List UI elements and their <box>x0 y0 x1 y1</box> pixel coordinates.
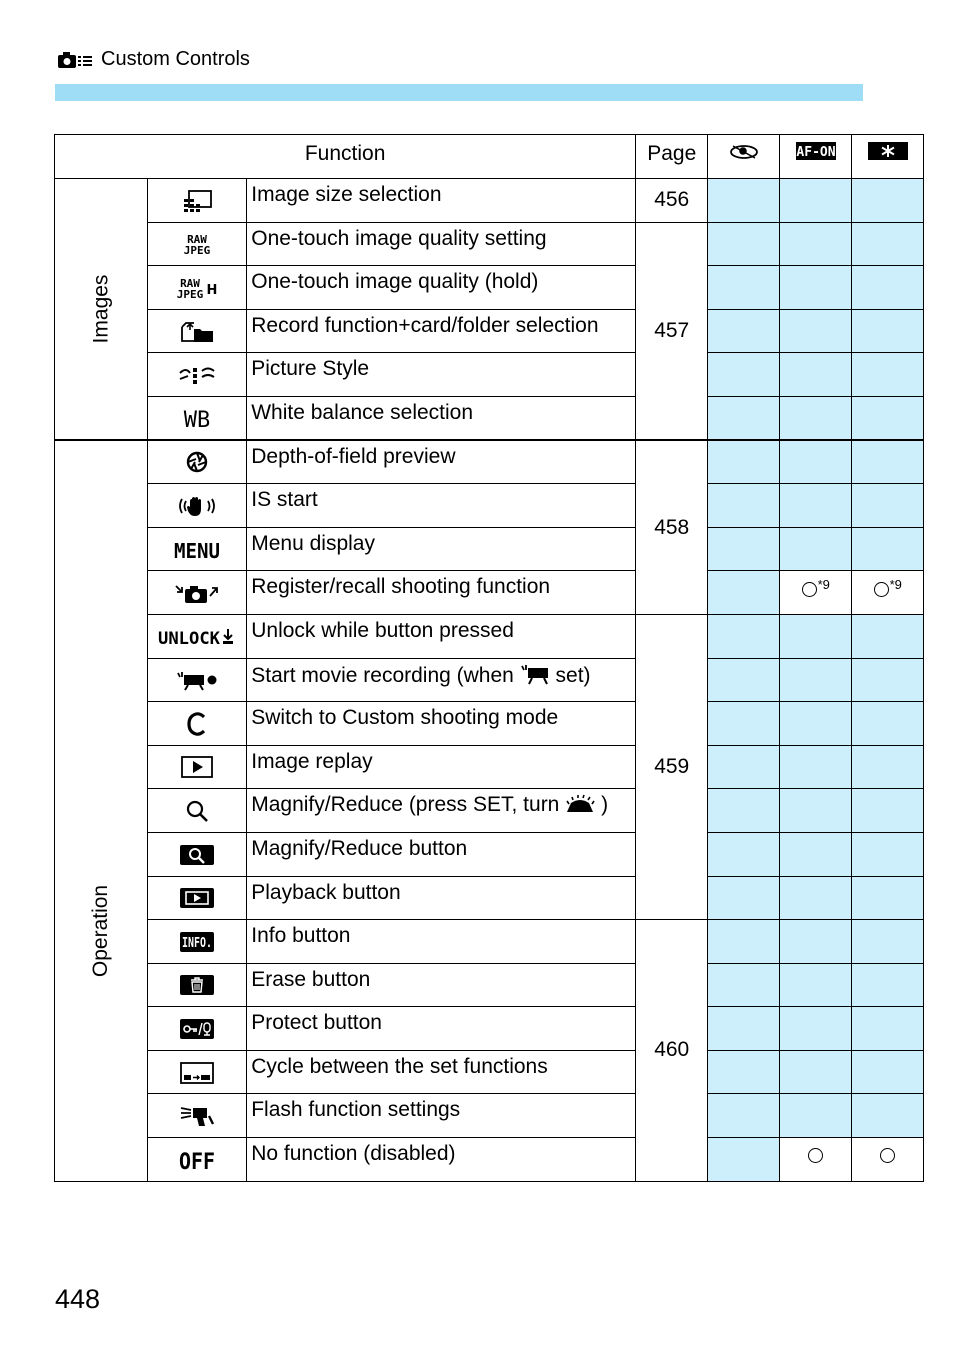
function-label: Info button <box>247 920 636 964</box>
page-header <box>57 48 250 71</box>
function-label: Flash function settings <box>247 1094 636 1138</box>
movie-record-icon <box>176 669 218 691</box>
col3-cell <box>852 527 924 571</box>
row-icon-cell <box>148 876 247 920</box>
table-header-row <box>55 135 924 179</box>
table-row <box>55 440 924 484</box>
col1-cell <box>708 1050 780 1094</box>
off-icon <box>177 1148 217 1175</box>
row-icon-cell <box>148 1050 247 1094</box>
group-images-label: Images <box>89 274 113 344</box>
page-header-cell: Page <box>636 135 708 179</box>
footnote-ref: *9 <box>817 577 830 593</box>
function-label: Unlock while button pressed <box>247 614 636 658</box>
function-label: Image size selection <box>247 179 636 223</box>
table-row <box>55 702 924 746</box>
col1-cell <box>708 920 780 964</box>
table-row <box>55 658 924 702</box>
aperture-icon <box>185 450 209 474</box>
row-icon-cell <box>148 179 247 223</box>
function-label: One-touch image quality (hold) <box>247 266 636 310</box>
col3-cell <box>852 179 924 223</box>
col1-cell <box>708 702 780 746</box>
is-start-icon <box>177 495 217 517</box>
col2-cell <box>780 832 852 876</box>
header-bar <box>55 84 863 101</box>
function-label-post: ) <box>601 793 609 817</box>
col1-header <box>708 135 780 179</box>
svg-text:WB: WB <box>183 408 211 434</box>
row-icon-cell <box>148 1007 247 1051</box>
col1-cell <box>708 963 780 1007</box>
movie-mode-icon <box>520 663 550 685</box>
col3-cell-available <box>852 571 924 615</box>
table-row <box>55 396 924 440</box>
magnify-icon <box>185 799 209 823</box>
table-row <box>55 876 924 920</box>
col2-cell <box>780 222 852 266</box>
table-row <box>55 1138 924 1182</box>
table-row <box>55 353 924 397</box>
info-icon <box>180 932 214 952</box>
table-row <box>55 745 924 789</box>
svg-text:OFF: OFF <box>179 1149 216 1175</box>
row-icon-cell <box>148 1138 247 1182</box>
row-icon-cell <box>148 527 247 571</box>
col3-cell <box>852 920 924 964</box>
row-icon-cell <box>148 1094 247 1138</box>
row-icon-cell <box>148 702 247 746</box>
footnote-ref: *9 <box>889 577 902 593</box>
col1-cell <box>708 1138 780 1182</box>
col3-cell <box>852 832 924 876</box>
unlock-icon <box>158 626 236 648</box>
col2-cell <box>780 396 852 440</box>
custom-controls-table <box>54 134 924 1182</box>
function-header: Function <box>55 135 636 179</box>
col1-cell <box>708 571 780 615</box>
table-row <box>55 266 924 310</box>
function-label: Cycle between the set functions <box>247 1050 636 1094</box>
col3-cell <box>852 745 924 789</box>
magnify-button-icon <box>180 845 214 865</box>
col2-cell <box>780 309 852 353</box>
function-label: Picture Style <box>247 353 636 397</box>
col1-cell <box>708 832 780 876</box>
row-icon-cell <box>148 571 247 615</box>
cycle-icon <box>180 1062 214 1084</box>
col2-cell <box>780 876 852 920</box>
table-row <box>55 309 924 353</box>
table-row <box>55 527 924 571</box>
group-images <box>55 179 148 441</box>
col3-cell <box>852 658 924 702</box>
table-row <box>55 832 924 876</box>
col2-cell <box>780 920 852 964</box>
col2-header <box>780 135 852 179</box>
col1-cell <box>708 353 780 397</box>
col1-cell <box>708 309 780 353</box>
col3-cell <box>852 1007 924 1051</box>
group-operation-label: Operation <box>89 884 113 977</box>
col2-cell-available <box>780 1138 852 1182</box>
table-row <box>55 1050 924 1094</box>
col2-cell <box>780 702 852 746</box>
svg-text:AF-ON: AF-ON <box>796 144 836 160</box>
col1-cell <box>708 266 780 310</box>
row-icon-cell <box>148 396 247 440</box>
function-label: Protect button <box>247 1007 636 1051</box>
table-row <box>55 920 924 964</box>
col1-cell <box>708 222 780 266</box>
flash-settings-icon <box>179 1104 215 1128</box>
svg-text:MENU: MENU <box>174 539 221 564</box>
col2-cell <box>780 658 852 702</box>
col1-cell <box>708 745 780 789</box>
page-number-cell: 458 <box>636 440 708 614</box>
col1-cell <box>708 1007 780 1051</box>
function-label: No function (disabled) <box>247 1138 636 1182</box>
page-number-cell: 457 <box>636 222 708 440</box>
page-number: 448 <box>55 1284 101 1314</box>
col2-cell <box>780 963 852 1007</box>
col2-cell <box>780 440 852 484</box>
row-icon-cell <box>148 789 247 833</box>
function-label: IS start <box>247 484 636 528</box>
raw-jpeg-hold-icon <box>176 276 218 300</box>
page-number-cell: 456 <box>636 179 708 223</box>
col3-cell-available <box>852 1138 924 1182</box>
row-icon-cell <box>148 920 247 964</box>
page-number-cell: 460 <box>636 920 708 1182</box>
col2-cell <box>780 1007 852 1051</box>
col1-cell <box>708 789 780 833</box>
svg-text:RAW: RAW <box>180 276 201 290</box>
col1-cell <box>708 396 780 440</box>
page-number-cell: 459 <box>636 614 708 919</box>
function-label: Magnify/Reduce button <box>247 832 636 876</box>
row-icon-cell <box>148 745 247 789</box>
main-dial-icon <box>565 794 595 814</box>
table-row <box>55 789 924 833</box>
svg-text:JPEG: JPEG <box>176 287 204 301</box>
col1-cell <box>708 179 780 223</box>
col3-header <box>852 135 924 179</box>
function-label: Menu display <box>247 527 636 571</box>
row-icon-cell <box>148 484 247 528</box>
table-row <box>55 179 924 223</box>
row-icon-cell <box>148 353 247 397</box>
header-title: Custom Controls <box>101 48 250 70</box>
col3-cell <box>852 222 924 266</box>
af-on-button-icon <box>796 142 836 160</box>
col3-cell <box>852 702 924 746</box>
row-icon-cell <box>148 614 247 658</box>
register-recall-icon <box>174 582 220 604</box>
row-icon-cell <box>148 222 247 266</box>
raw-jpeg-icon <box>181 232 213 256</box>
col3-cell <box>852 1050 924 1094</box>
function-label-post: set) <box>555 663 591 687</box>
col3-cell <box>852 963 924 1007</box>
function-label: Record function+card/folder selection <box>247 309 636 353</box>
camera-custom-menu-icon <box>57 50 93 70</box>
card-folder-icon <box>180 321 214 343</box>
col2-cell <box>780 789 852 833</box>
col3-cell <box>852 789 924 833</box>
function-label: White balance selection <box>247 396 636 440</box>
col1-cell <box>708 484 780 528</box>
row-icon-cell <box>148 658 247 702</box>
function-label: Switch to Custom shooting mode <box>247 702 636 746</box>
function-label <box>247 658 636 702</box>
protect-icon <box>180 1019 214 1039</box>
ae-lock-button-icon <box>868 142 908 160</box>
svg-text:UNLOCK: UNLOCK <box>158 628 221 649</box>
col2-cell <box>780 179 852 223</box>
svg-text:RAW: RAW <box>187 233 208 247</box>
col1-cell <box>708 876 780 920</box>
available-circle-icon <box>808 1148 823 1163</box>
col3-cell <box>852 876 924 920</box>
col3-cell <box>852 484 924 528</box>
function-label: Register/recall shooting function <box>247 571 636 615</box>
col3-cell <box>852 396 924 440</box>
row-icon-cell <box>148 266 247 310</box>
function-label: One-touch image quality setting <box>247 222 636 266</box>
shutter-half-press-icon <box>729 142 759 160</box>
erase-icon <box>180 975 214 995</box>
playback-button-icon <box>180 888 214 908</box>
table-row <box>55 614 924 658</box>
table-row <box>55 1007 924 1051</box>
image-size-icon <box>182 190 212 212</box>
function-label: Playback button <box>247 876 636 920</box>
table-row <box>55 1094 924 1138</box>
col2-cell <box>780 353 852 397</box>
col2-cell <box>780 745 852 789</box>
col1-cell <box>708 658 780 702</box>
replay-icon <box>181 756 213 778</box>
svg-text:JPEG: JPEG <box>183 244 211 258</box>
col3-cell <box>852 353 924 397</box>
row-icon-cell <box>148 309 247 353</box>
col2-cell <box>780 527 852 571</box>
picture-style-icon <box>178 365 216 385</box>
col3-cell <box>852 440 924 484</box>
col2-cell <box>780 1050 852 1094</box>
table-row <box>55 963 924 1007</box>
function-label-pre: Start movie recording (when <box>251 663 514 687</box>
row-icon-cell <box>148 832 247 876</box>
col3-cell <box>852 266 924 310</box>
col1-cell <box>708 614 780 658</box>
function-label: Erase button <box>247 963 636 1007</box>
function-label-pre: Magnify/Reduce (press SET, turn <box>251 793 560 817</box>
row-icon-cell <box>148 440 247 484</box>
col1-cell <box>708 527 780 571</box>
function-label <box>247 789 636 833</box>
col2-cell <box>780 484 852 528</box>
wb-icon <box>177 406 217 434</box>
custom-mode-icon <box>186 712 208 736</box>
col2-cell-available <box>780 571 852 615</box>
col2-cell <box>780 614 852 658</box>
available-circle-icon <box>874 582 889 597</box>
col2-cell <box>780 1094 852 1138</box>
table-row <box>55 222 924 266</box>
col3-cell <box>852 1094 924 1138</box>
function-label: Image replay <box>247 745 636 789</box>
table-row <box>55 571 924 615</box>
svg-text:INFO.: INFO. <box>182 935 213 951</box>
col3-cell <box>852 614 924 658</box>
table-row <box>55 484 924 528</box>
col3-cell <box>852 309 924 353</box>
col1-cell <box>708 440 780 484</box>
function-label: Depth-of-field preview <box>247 440 636 484</box>
available-circle-icon <box>802 582 817 597</box>
group-operation <box>55 440 148 1181</box>
row-icon-cell <box>148 963 247 1007</box>
col1-cell <box>708 1094 780 1138</box>
menu-icon <box>172 537 222 564</box>
available-circle-icon <box>880 1148 895 1163</box>
svg-text:H: H <box>206 282 218 298</box>
col2-cell <box>780 266 852 310</box>
